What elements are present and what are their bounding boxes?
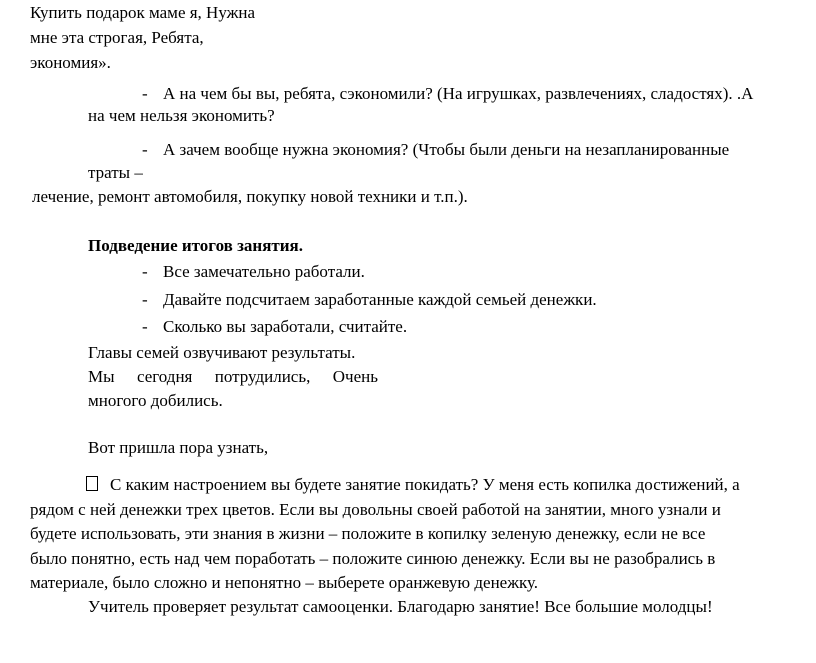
q2-line-3: лечение, ремонт автомобиля, покупку новой техники и т.п.).: [32, 187, 468, 206]
poem-word: сегодня: [136, 367, 193, 386]
intro-line-1: Купить подарок маме я, Нужна: [30, 3, 256, 22]
intro-line-3: экономия».: [30, 53, 111, 72]
bullet-3-dash: -: [142, 317, 148, 336]
q2-line-1: А зачем вообще нужна экономия? (Чтобы были деньги на незапланированные: [163, 140, 730, 159]
bullet-1: Все замечательно работали.: [163, 262, 365, 281]
reflection-line-2: рядом с ней денежки трех цветов. Если вы довольны своей работой на занятии, много узнали и: [30, 500, 721, 519]
poem-line-1: [88, 367, 378, 387]
q1-line-1: А на чем бы вы, ребята, сэкономили? (На игрушках, развлечениях, сладостях). .А: [163, 84, 754, 103]
families-line: Главы семей озвучивают результаты.: [88, 343, 356, 362]
q1-line-2: на чем нельзя экономить?: [88, 106, 275, 125]
reflection-text: С каким настроением вы будете занятие покидать? У меня есть копилка достижений, а: [110, 475, 740, 494]
reflection-line-3: будете использовать, эти знания в жизни – положите в копилку зеленую денежку, если не все: [30, 524, 706, 543]
reflection-line-1: [86, 475, 740, 495]
summary-heading: Подведение итогов занятия.: [88, 236, 304, 255]
q2-dash: -: [142, 140, 148, 159]
poem-word: Очень: [332, 367, 378, 386]
intro-line-2: мне эта строгая, Ребята,: [30, 28, 204, 47]
q1-dash: -: [142, 84, 148, 103]
q2-line-2: траты –: [88, 163, 143, 182]
reflection-line-4: было понятно, есть над чем поработать – положите синюю денежку. Если вы не разобрались в: [30, 549, 716, 568]
poem-word: Мы: [88, 367, 115, 386]
bullet-2-dash: -: [142, 290, 148, 309]
poem-word: потрудились,: [214, 367, 311, 386]
time-line: Вот пришла пора узнать,: [88, 438, 269, 457]
reflection-line-5: материале, было сложно и непонятно – выберете оранжевую денежку.: [30, 573, 539, 592]
bullet-1-dash: -: [142, 262, 148, 281]
poem-line-2: многого добились.: [88, 391, 223, 410]
checkbox-icon: [86, 476, 98, 491]
bullet-3: Сколько вы заработали, считайте.: [163, 317, 408, 336]
bullet-2: Давайте подсчитаем заработанные каждой семьей денежки.: [163, 290, 597, 309]
closing-line: Учитель проверяет результат самооценки. Благодарю занятие! Все большие молодцы!: [88, 597, 713, 616]
